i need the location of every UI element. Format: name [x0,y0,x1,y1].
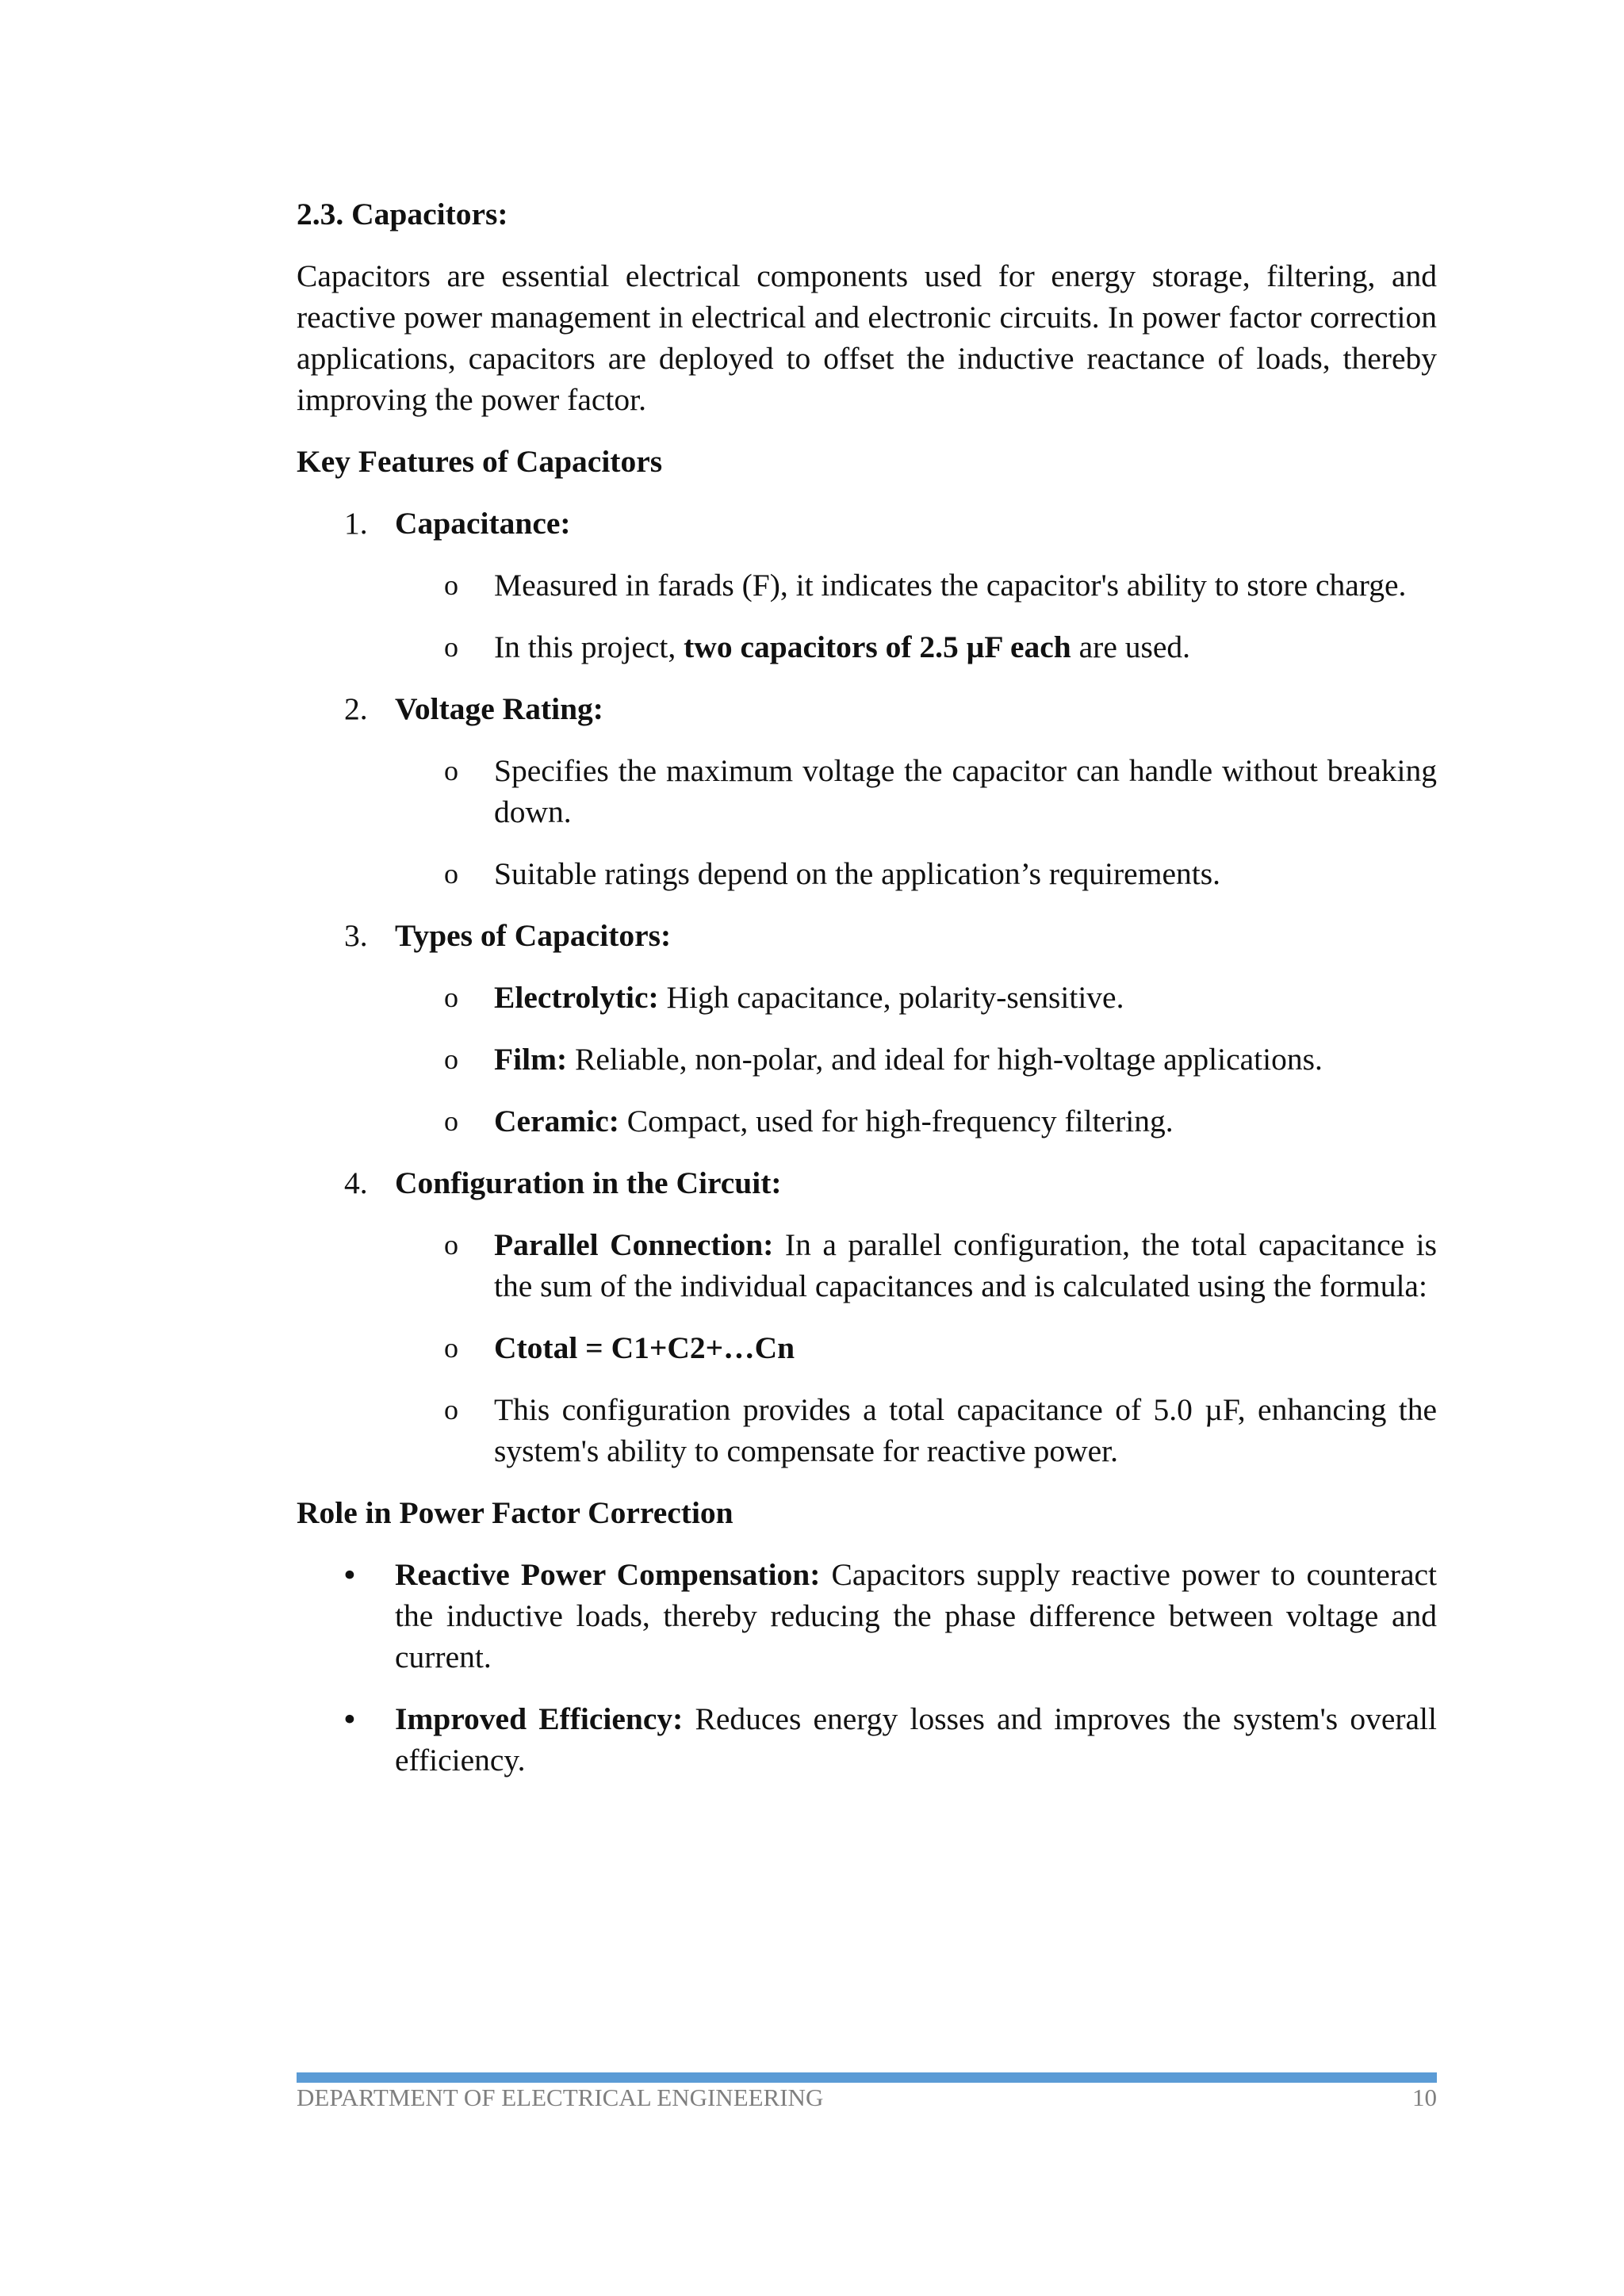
sub-item [297,564,1437,606]
bullet-item [297,1698,1437,1781]
sub-item-bold: Parallel Connection: [494,1227,774,1262]
numbered-item [297,1162,1437,1203]
sub-item [297,1224,1437,1307]
page-footer [297,2082,1437,2114]
sub-item-text: are used. [1071,629,1191,664]
sub-item-marker: o [444,858,458,890]
numbered-item [297,915,1437,956]
sub-item-bold: Film: [494,1042,568,1077]
sub-item-text: Reliable, non-polar, and ideal for high-voltage applications. [567,1042,1323,1077]
sub-item-marker: o [444,1105,458,1137]
page-content [297,193,1437,1801]
sub-item [297,1039,1437,1080]
sub-item [297,1100,1437,1142]
sub-item-marker: o [444,982,458,1013]
numbered-item [297,688,1437,729]
bullet-marker: • [344,1557,355,1592]
item-title: Types of Capacitors: [395,918,672,953]
item-title: Capacitance: [395,506,571,541]
bullet-text: Capacitors supply reactive power to counteract the inductive loads, thereby reducing the phase difference between voltage and current. [395,1557,1437,1674]
sub-item [297,1327,1437,1368]
sub-item [297,977,1437,1018]
intro-paragraph: Capacitors are essential electrical components used for energy storage, filtering, and reactive power management in electrical and electronic circuits. In power factor correction applications, capacitors are deployed to offset the inductive reactance of loads, thereby improving the power factor. [297,258,1437,417]
sub-item-bold: two capacitors of 2.5 µF each [684,629,1071,664]
bullet-bold: Improved Efficiency: [395,1701,684,1736]
sub-item [297,1389,1437,1471]
sub-item-bold: Electrolytic: [494,980,659,1015]
sub-item-text: In a parallel configuration, the total capacitance is the sum of the individual capacitances and is calculated using the formula: [494,1227,1437,1303]
key-features-list [297,503,1437,1471]
sub-item-marker: o [444,631,458,663]
numbered-item [297,503,1437,544]
sub-item-text: High capacitance, polarity-sensitive. [658,980,1124,1015]
sub-item-marker: o [444,569,458,601]
sub-item-text: This configuration provides a total capacitance of 5.0 µF, enhancing the system's ability to compensate for reactive power. [494,1392,1437,1468]
sub-item [297,626,1437,668]
item-title: Voltage Rating: [395,691,603,726]
role-bullet-list [297,1554,1437,1781]
sub-item-marker: o [444,1332,458,1364]
sub-item-marker: o [444,755,458,786]
bullet-bold: Reactive Power Compensation: [395,1557,821,1592]
sub-item-text: Compact, used for high-frequency filtering. [619,1104,1174,1138]
sub-item-bold: Ceramic: [494,1104,619,1138]
sub-item-text: Measured in farads (F), it indicates the capacitor's ability to store charge. [494,568,1407,603]
footer-page-number: 10 [1412,2084,1437,2111]
sub-item-text: Specifies the maximum voltage the capacitor can handle without breaking down. [494,753,1437,829]
sub-item [297,853,1437,894]
bullet-item [297,1554,1437,1678]
item-number: 1. [344,506,368,541]
key-features-heading: Key Features of Capacitors [297,444,663,479]
section-title: 2.3. Capacitors: [297,197,508,232]
sub-item-bold: Ctotal = C1+C2+…Cn [494,1330,795,1365]
sub-item-marker: o [444,1043,458,1075]
sub-item-text: In this project, [494,629,684,664]
role-heading: Role in Power Factor Correction [297,1495,733,1530]
item-title: Configuration in the Circuit: [395,1165,782,1200]
item-number: 4. [344,1165,368,1200]
sub-item-marker: o [444,1394,458,1425]
footer-department: DEPARTMENT OF ELECTRICAL ENGINEERING [297,2084,824,2111]
sub-item-marker: o [444,1229,458,1261]
bullet-marker: • [344,1701,355,1736]
sub-item [297,750,1437,832]
item-number: 2. [344,691,368,726]
item-number: 3. [344,918,368,953]
bullet-text: Reduces energy losses and improves the system's overall efficiency. [395,1701,1437,1777]
sub-item-text: Suitable ratings depend on the application’s requirements. [494,856,1220,891]
